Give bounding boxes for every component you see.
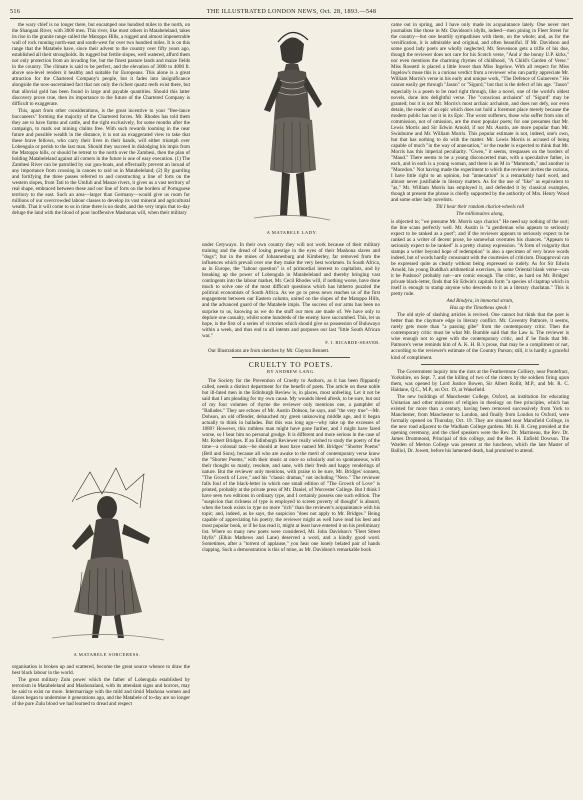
- article-title: CRUELTY TO POETS.: [248, 359, 334, 369]
- verse-line: Has up the Timotheus speak !: [449, 305, 511, 312]
- news-note: The Government inquiry into the riots at the Featherstone Colliery, near Pontefract, Yorkshire, on Sept. 7, and the killing of two of the rioters by the soldiers firing upon them, was opened by Lord Justice Bowen, Sir Albert Rollit, M.P., and Mr. R. C. Haldane, Q.C., M.P., on Oct. 19, at Wakefield.: [391, 368, 569, 393]
- column-1-bottom: [12, 664, 190, 794]
- column-2: [202, 242, 380, 794]
- paragraph: the wary chief is no longer there, but encamped one hundred miles to the north, on the Shangani River, with 3000 men. This river, like most others in Matabeleland, takes its rise in the granite range called the Matoppo Hills, a rugged and almost impenetrable wall of rock running north-east and south-west for over two hundred miles. It is on this range that the Matabele have, since their advent to the country over fifty years ago, established all their strongholds. Its rugged but fertile slopes, well watered, afford them not only protection from an invading foe, but the finest pasture lands and maize fields in the country. The climate is said to be perfect, and the elevation of 3000 to 4000 ft. above sea-level renders it healthy and suitable for Europeans. This alone is a great attraction for the Chartered Company's people, but it fades into insignificance alongside the now-ascertained fact that not only the richest quartz reefs exist there, but that alluvial gold has been found in large and payable quantities. Should this latter discovery prove true, then its importance to the future of the Chartered Company is difficult to exaggerate.: [12, 22, 190, 107]
- verse-line: And Bindyra, in immortal strain,: [446, 298, 514, 305]
- lady-caption: A MATABELE LADY.: [266, 230, 318, 235]
- news-note: The new buildings of Manchester College, Oxford, an institution for educating Unitarian and other ministers of religion in theology on free principles, which has existed for more than a century, having been removed successively from York to Manchester, from Manchester to London, and finally from London to Oxford, were formally opened on Thursday, Oct. 19. They are situated near Mansfield College, in the new road adjacent to the Wadham College gardens. Mr. H. R. Greg presided at the opening ceremony, and the chief speakers were the Rev. Dr. Martineau, the Rev. Dr. James Drummond, Principal of this college, and the Rev. H. Enfield Dowson. The Warden of Merton College was present at the luncheon, which the late Master of Balliol, Dr. Jowett, before his lamented death, had promised to attend.: [391, 393, 569, 455]
- divider: [421, 364, 539, 365]
- paragraph: is objected to; "we presume Mr. Morris says chariot." He need say nothing of the sort; the line scans perfectly well. Mr. Austin is "a gentleman who appears to seriously expect to be ranked as a poet"; and if the reviewer appears to seriously expect to be ranked as a writer of decent prose, he somewhat overrates his chances. "Appears to seriously expect to be ranked" is a pretty clumsy expression. "A form of vulgarity that stamps a writer beyond hope of redemption" is also a specimen of very brave words indeed, but of words hardly consonant with the courtesies of criticism. Disapproval can be expressed quite as clearly without being expressed so rudely. As for Sir Edwin Arnold, his young Buddha's arithmetical exercises, in some Oriental blank verse—can it be Pushtoo? probably not—are comic enough. The critic, as hard on Mr. Bridges' private black-letter, finds that Sir Edwin's capitals form "a species of claptrap which in itself is enough to stamp anyone who descends to it as a literary charlatan." This is pretty rude.: [391, 218, 569, 298]
- paragraph: The Society for the Prevention of Cruelty to Authors, as it has been flippantly called, needs a distinct department for the benefit of poets. The article on these noble but ill-fated men in the Edinburgh Review is, in places, most unfeeling. Let it not be said that I am pleading for my own cause. My wounds bleed afresh, to be sure, but out of my four volumes of rhyme the reviewer only mentions one, a pamphlet of "Ballades." They are echoes of Mr. Austin Dobson, he says, and "the very true"—Mr. Dobson, an old offender, debauched my green unknowing middle age, and it began actually to think in ballades. But this was long ago—why rake up the excesses of 1880? However, this ruthless man might have gone further, and I might have fared worse, so I bear him no personal grudge. It is different and more serious in the case of Mr. Robert Bridges. If an Edinburgh Reviewer really wished to study the poetry of the time—a colossal task—he should at least have named Mr. Bridges' "Shorter Poems" (Bell and Sons), because all who are awake to the merit of contemporary verse know the "Shorter Poems," with their music at once so scholarly and so spontaneous, with their thought so manly, resolute, and sane, with their fresh and happy renderings of nature. But the reviewer only mentions, with praise to be sure, Mr. Bridges' sonnets, "The Growth of Love," and his "classic dramas," not including "Nero." The reviewer falls foul of the black-letter in which one small edition of "The Growth of Love" is printed, probably at the private press of Mr. Daniel, of Worcester College. But I think I have seen two editions in ordinary type, and I certainly possess one such edition. The "suspicion that richness of type is employed to screen poverty of thought" is absurd, when the book exists in type no more "rich" than the reviewer's acquaintance with his topic; and, indeed, as he says, the suspicion "does not apply to Mr. Bridges." Being capable of appreciating his poetry, the reviewer might as well have read his best and most popular book, or if he has read it, might at least have entered it on his preliminary list. Where so many new poets were considered, Mr. John Davidson's "Fleet Street Idylls" (Elkin Mathews and Lane) deserved a word, and a kindly good word. Sometimes, after a "torrent of applause," you hear one lonely belated pair of hands clapping. Such a demonstration is this of mine, as Mr. Davidson's remarkable book: [202, 377, 380, 554]
- verse-line: The millionaires along,: [456, 211, 504, 218]
- paragraph: The old style of slashing articles is revived. One cannot but think that the poet is better than the claymore edge in literary conflict. Mr. Coventry Patmore, it seems, rarely gets more than "a passing gibe" from the contemporary critic. Then the contemporary critic must be what Mr. Bumble said that the Law is. The reviewer is wise enough not to agree with the contemporary critic, and if he finds that Mr. Patmore's verse reminds him of A. K. H. B.'s prose, that may be a compliment or not, according to the reviewer's estimate of the Country Parson; still, it is hardly a graceful kind of compliment.: [391, 312, 569, 361]
- divider: [232, 357, 350, 358]
- paragraph: organisation is broken up and scattered, become the great source whence to draw the best black labour in the world.: [12, 664, 190, 677]
- article-signature: F. I. RICARDE-SEAVER.: [325, 339, 380, 345]
- paragraph: under Cetywayo. In their own country they will not work because of their military training and the dread of losing prestige in the eyes of their Mashona slaves and "dogs"; but in the mines of Johannesburg and Kimberley, far removed from the influences which prevail over one they make the very best workmen. In South Africa, as in Europe, the "labour question" is of primordial interest to capitalists, and by breaking up the power of Lobengula in Matabeleland and thereby bringing vast contingents into the labour market, Mr. Cecil Rhodes will, if nothing worse, have done much to solve one of the most difficult questions which has hitherto puzzled the political economists of South Africa. As we go to press news reaches us of the first engagement between our Eastern column, united on the slopes of the Matoppo Hills, and the advanced guard of the Matabele impis. The success of our arms has been no surprise to us, knowing as we do the stuff our men are made of. We have only to deplore one casualty, whilst some hundreds of the enemy have succumbed. This, let us hope, is the first of a series of victories which should give us possession of Buluwayo within a week, and thus end to all intents and purposes our last "little South African war.": [202, 242, 380, 339]
- sorceress-illustration: [32, 442, 182, 650]
- verse-line: Till I hear their random chariot-wheels roll: [435, 204, 525, 211]
- article-byline: BY ANDREW LANG.: [266, 368, 316, 374]
- paragraph: This, apart from other considerations, is the great incentive to your "free-lance buccaneers" forming the majority of the Chartered forces. Mr. Rhodes has told them they are to have farms and cattle, and the right exclusively, for some months after the campaign, to mark out mining claims free. With such rewards looming in the near future and possible wealth in the distance, it is not an exaggerated view to take that these brave fellows, who carry their lives in their hands, will either triumph over Lobengula or perish to the last man. Should they succeed in dislodging his impis from the Matoppo hills, or should he retreat to the north over the Zambesi, then the plan of holding Matabeleland against all comers in the future is one of easy execution. (1) The Zambesi River can be patrolled by our gun-boats, and effectually prevent an inroad of any importance from crossing in canoes to raid us in Matabeleland; (2) By guarding and fortifying the three passes referred to and constructing a line of forts on the western slopes, from Tati to the Umfuli and Manze rivers, it gives us a vast territory of real shape, embraced between these and our line of forts on the borders of Portuguese territory to the east. Such an area—larger than Germany—would give us room for millions of our overcrowded labour classes to develop its vast mineral and agricultural wealth. That it will come to us in time there is no doubt, and the very impis that to-day deluge the land with the blood of poor inoffensive Mashonas will, when their military: [12, 107, 190, 217]
- newspaper-page: [10, 6, 573, 794]
- paragraph: came out in spring, and I have only made its acquaintance lately. One never met journalists like those in Mr. Davidson's idylls, indeed—men pining in Fleet Street for the country—but one heartily sympathises with them, on the whole; and, as for the versification, it is admirable and original, and often beautiful. If Mr. Davidson and some good lady poets are wholly neglected, Mr. Stevenson gets a trifle of his due, though the reviewer does not care for his Scotch verse, "And a' the bonny U.P. kirks," nor even mentions the charming rhymes of childhood, "A Child's Garden of Verse." Miss Rossetti is placed a little lower than Miss Ingelow. With all respect for Miss Ingelow's muse this is a curious verdict from a reviewer who can partly appreciate Mr. William Morris's verse in his early and unique work, "The Defence of Guinevere." He cannot easily get through "Jason" or "Sigurd," but that is the defect of his age. "Jason" especially is a poem to be read right through, like a novel, one of the world's oldest novels, done into delightful verse. The "conscious archaism" of "Sigurd" may be granted; but it is not Mr. Morris's most archaic archaism, and does not defy, nor even detain, the reader of an epic which does not hold a foremost place merely because the modern public has not it in its Epic. The worst sufferers, those who suffer from sins of commission, not of omission, are the most popular poets; for one presumes that Mr. Lewis Morris and Sir Edwin Arnold, if not Mr. Austin, are more popular than Mr. Swinburne and Mr. William Morris. This popular estimate is not, indeed, one's own, but that has nothing to do with the matter. Mr. Lewis Morris is accused of being capable of much "in the way of annexation," or the reader is expected to think that Mr. Morris has this imperial peculiarity. "Gwen," it seems, trespasses on the borders of "Maud." There seems to be a young disconcerted man, with a speculative father, in each, and in each is a young woman, and there is an M in "Mammoth," and another in "Macedon." Not having made the experiment to which the reviewer invites the curious, I have little right to an opinion, but "annexation" is a remarkably hard word, and almost never justifiable in literary matters. As for the use of "like" as equivalent to "as," Mr. William Morris has employed it, and defended it by classical examples, though at present the phrase is chiefly supported by the authority of Mrs. Henry Wood and some other lady novelists.: [391, 22, 569, 204]
- masthead: THE ILLUSTRATED LONDON NEWS, Oct. 28, 1893.—548: [206, 8, 377, 15]
- page-number: 516: [10, 8, 21, 15]
- paragraph: The great military Zulu power which the father of Lobengula established by terrorism in Matabeleland and Mashonaland, with its attendant signs and horrors, may be said to exist no more. Intermarriage with the mild and timid Mashona women and slaves began to undermine it generations ago, and the Matabele of to-day are no longer of the pure Zulu blood we had learned to dread and respect: [12, 677, 190, 708]
- column-1-top: [12, 22, 190, 438]
- illustration-note: Our Illustrations are from sketches by Mr. Clayton Bennett.: [208, 347, 330, 354]
- sorceress-caption: A MATABELE SORCERESS.: [73, 652, 141, 657]
- page-header: [10, 6, 573, 19]
- lady-illustration: [234, 20, 350, 228]
- column-3: [391, 22, 569, 794]
